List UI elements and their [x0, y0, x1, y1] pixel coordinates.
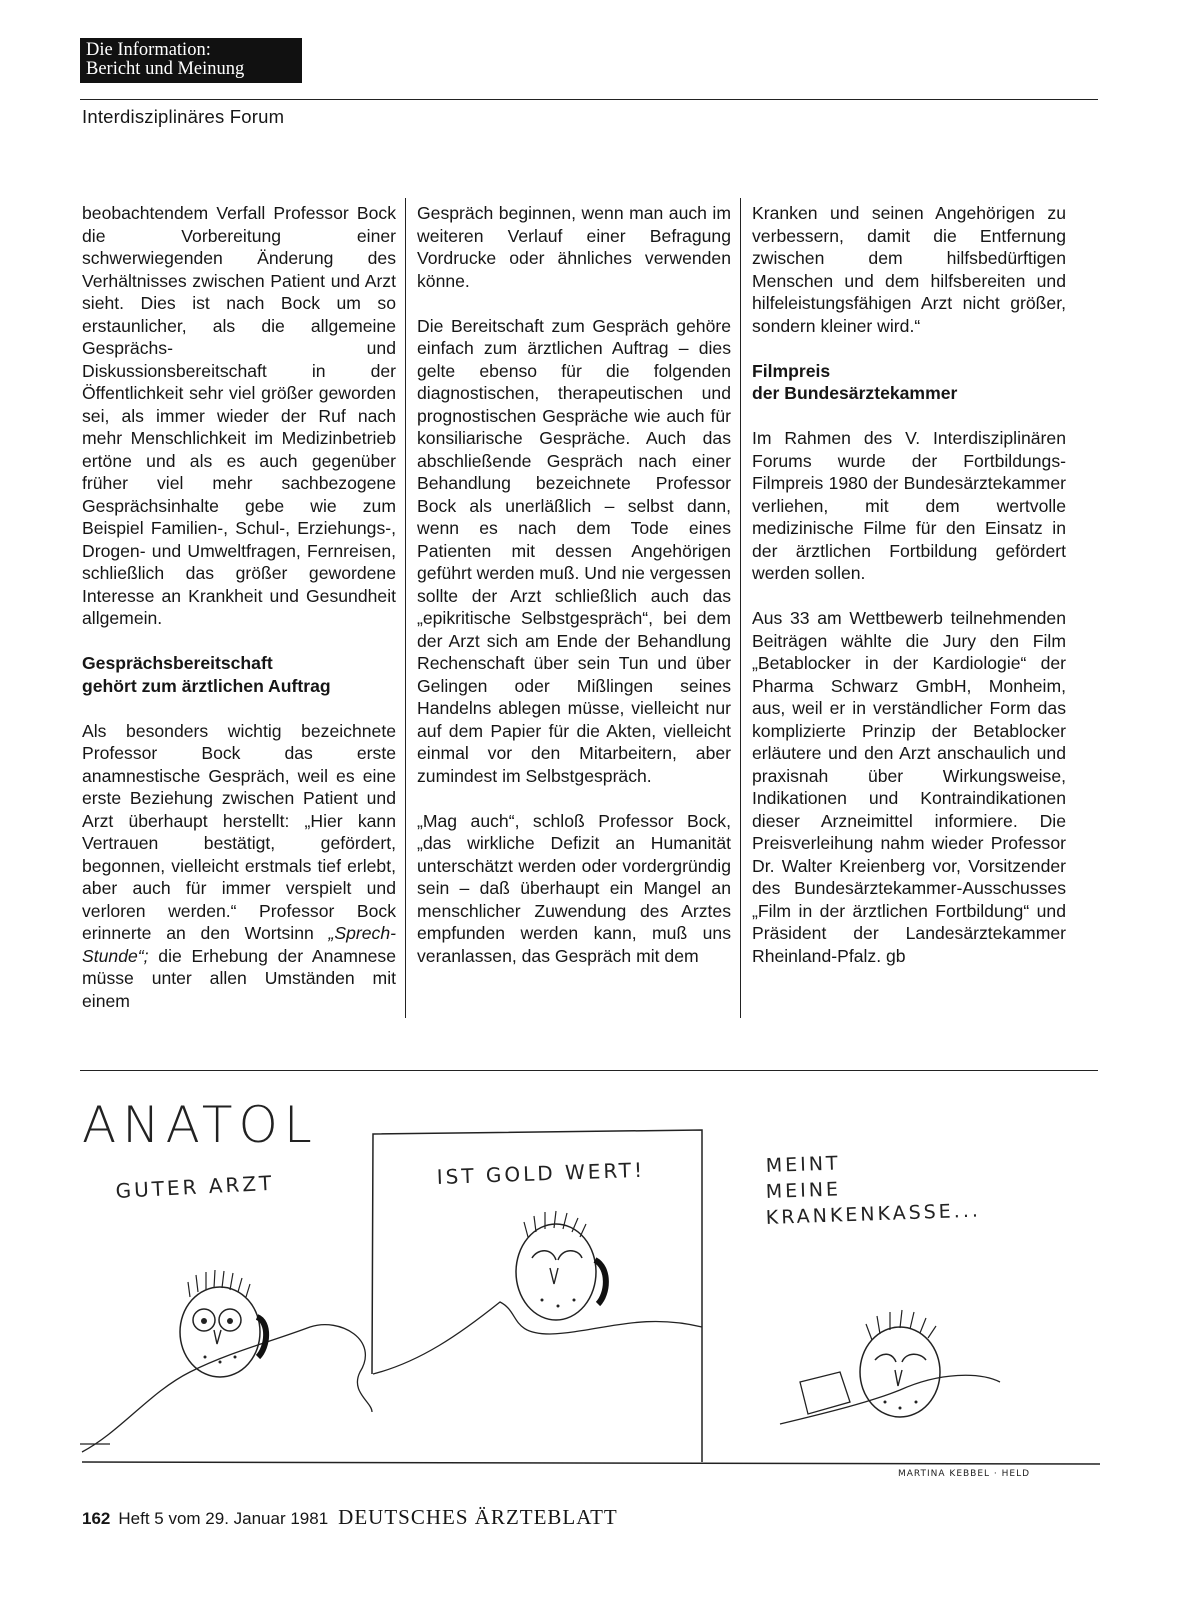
paragraph: Die Bereitschaft zum Gespräch gehöre einfach zum ärztlichen Auftrag – dies gelte ebenso für die folgenden diagnostischen, therapeutischen und prognostischen Gespräche wie auch für konsiliarische Gespräche. Auch das abschließende Gespräch nach einer Behandlung bezeichnete Professor Bock als unerläßlich – selbst dann, wenn es nach dem Tode eines Patienten mit dessen Angehörigen geführt werden muß. Und nie vergessen sollte der Arzt schließlich auch das „epikritische Selbstgespräch“, bei dem der Arzt sich am Ende der Behandlung Rechenschaft über sein Tun und über Gelingen oder Mißlingen seines Handelns ablegen müsse, vielleicht nur auf dem Papier für die Akten, vielleicht einmal vor den Mitarbeitern, aber zumindest im Selbstgespräch.: [417, 315, 731, 786]
paragraph: Kranken und seinen Angehörigen zu verbessern, damit die Entfernung zwischen dem hilfsbedürftigen Menschen und dem hilfsbereiten und hilfeleistungsfähigen Arzt nicht größer, sondern kleiner wird.“: [752, 203, 1066, 336]
panel-1-text: GUTER ARZT: [115, 1170, 275, 1203]
page-number: 162: [82, 1509, 111, 1528]
department-badge: [80, 38, 302, 83]
article-column-2: [417, 202, 731, 967]
owl-3: [800, 1310, 940, 1417]
badge-line-2: Bericht und Meinung: [86, 59, 245, 79]
comic-title: ANATOL: [82, 1096, 318, 1154]
badge-line-1: Die Information:: [86, 40, 211, 60]
paragraph: Aus 33 am Wettbewerb teilnehmenden Beiträgen wählte die Jury den Film „Betablocker in der Kardiologie“ der Pharma Schwarz GmbH, Monheim, aus, weil er in verständlicher Form das komplizierte Prinzip der Betablocker erläutere und den Arzt anschaulich und praxisnah über Wirkungsweise, Indikationen und Kontraindikationen dieser Arzneimittel informiere. Die Preisverleihung nahm wieder Professor Dr. Walter Kreienberg vor, Vorsitzender des Bundesärztekammer-Ausschusses „Film in der ärztlichen Fortbildung“ und Präsident der Landesärztekammer Rheinland-Pfalz. gb: [752, 608, 1066, 966]
header-rule: [80, 99, 1098, 100]
hill-outline: [373, 1302, 702, 1374]
hill-outline: [82, 1325, 372, 1452]
subheading: Filmpreis der Bundesärztekammer: [752, 360, 958, 403]
paragraph: beobachtendem Verfall Professor Bock die Vorbereitung einer schwerwiegenden Änderung des Verhältnisses zwischen Patient und Arzt sieht. Dies ist nach Bock um so erstaunlicher, als die allgemeine Gesprächs- und Diskussionsbereitschaft in der Öffentlichkeit sehr viel größer geworden sei, als immer wieder der Ruf nach mehr Menschlichkeit im Medizinbetrieb ertöne und als es auch gegenüber früher viel mehr sachbezogene Gesprächsinhalte gebe wie zum Beispiel Familien-, Schul-, Erziehungs-, Drogen- und Umweltfragen, Fernreisen, schließlich das größer gewordene Interesse an Krankheit und Gesundheit allgemein.: [82, 203, 396, 628]
column-divider: [740, 198, 741, 1018]
emphasis: „Sprech-Stunde“;: [82, 923, 396, 966]
column-divider: [405, 198, 406, 1018]
panel-3-line-1: MEINT: [765, 1152, 841, 1177]
subheading: Gesprächsbereitschaft gehört zum ärztlichen Auftrag: [82, 653, 331, 696]
panel-3-line-2: MEINE: [765, 1178, 842, 1203]
section-title: Interdisziplinäres Forum: [82, 106, 285, 127]
comic-strip: [80, 1072, 1100, 1492]
article-column-3: [752, 202, 1066, 967]
paragraph: Im Rahmen des V. Interdisziplinären Forums wurde der Fortbildungs-Filmpreis 1980 der Bundesärztekammer verliehen, mit dem wertvolle medizinische Filme für den Einsatz in der ärztlichen Fortbildung gefördert werden sollen.: [752, 428, 1066, 583]
paragraph: „Mag auch“, schloß Professor Bock, „das wirkliche Defizit an Humanität unterschätzt werden oder vordergründig sein – daß überhaupt ein Mangel an menschlicher Zuwendung des Arztes empfunden werden kann, muß uns veranlassen, das Gespräch mit dem: [417, 810, 731, 966]
magazine-title: DEUTSCHES ÄRZTEBLATT: [338, 1505, 618, 1529]
article-column-1: [82, 202, 396, 1012]
comic-top-rule: [80, 1070, 1098, 1071]
owl-1: [180, 1270, 266, 1377]
owl-2: [516, 1211, 606, 1320]
page-footer: [82, 1505, 618, 1530]
paragraph: Als besonders wichtig bezeichnete Professor Bock das erste anamnestische Gespräch, weil es eine erste Beziehung zwischen Patient und Arzt überhaupt herstellt: „Hier kann Vertrauen bestätigt, gefördert, begonnen, vielleicht erstmals tief erlebt, aber auch für immer verspielt und verloren werden.“ Professor Bock erinnerte an den Wortsinn „Sprech-Stunde“; die Erhebung der Anamnese müsse unter allen Umständen mit einem: [82, 720, 396, 1011]
comic-baseline: [82, 1462, 1100, 1464]
panel-2-text: IST GOLD WERT!: [436, 1157, 646, 1189]
paragraph: Gespräch beginnen, wenn man auch im weiteren Verlauf einer Befragung Vordrucke oder ähnliches verwenden könne.: [417, 203, 731, 291]
artist-signature: MARTINA KEBBEL · HELD: [898, 1469, 1031, 1479]
issue-info: Heft 5 vom 29. Januar 1981: [118, 1509, 329, 1528]
panel-3-line-3: KRANKENKASSE...: [765, 1199, 982, 1229]
